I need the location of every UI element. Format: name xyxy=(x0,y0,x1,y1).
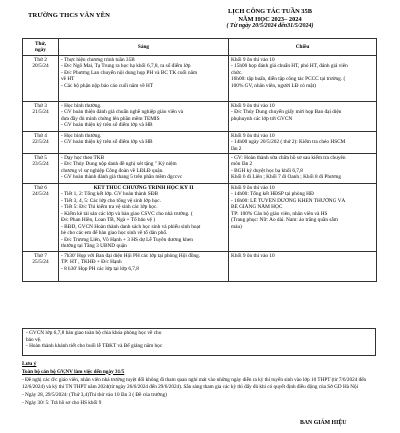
table-row xyxy=(23,56,377,102)
table-row xyxy=(23,252,377,282)
morning-column-header: Sáng xyxy=(59,39,229,56)
day-column-header: Thứ, ngày xyxy=(23,39,59,56)
signature-label: BAN GIÁM HIỆU xyxy=(300,420,347,426)
document-title-block xyxy=(170,8,370,31)
morning-cell: - Dạy học theo TKB - Đ/c Thủy Dung nộp danh đề nghị xét tặng " Kỷ niệm chương vì sự nghiệp Công đoàn về LĐLĐ quận. - GV hoàn thành đánh giá thang 5 trên phần mềm đgccvc xyxy=(59,154,229,184)
afternoon-cell: Khối 9 ôn thi vào 10 - Đ/c Thủy Dung chuyển giấy mời họp Ban đại diện phụhuynh các lớp tới GVCN xyxy=(229,102,377,132)
notes-subtitle: Toàn bộ cán bộ GV,NV làm việc đến ngày 31/5 xyxy=(22,368,125,375)
table-header-row xyxy=(23,39,377,56)
afternoon-column-header: Chiều xyxy=(229,39,377,56)
date-range: ( Từ ngày 20/5/2024 đến31/5/2024) xyxy=(226,23,314,30)
day-cell: Thứ 3 21/5/24 xyxy=(23,102,59,132)
afternoon-cell: - GV: Hoàn thành sửa chữa hồ sơ sau kiểm tra chuyên môn lần 2 - BGH ký duyệt học bạ khối 6,7,8 Khối 6 đi Liên ; Khối 7 đi Oanh ; Khối 8 đi Phương xyxy=(229,154,377,184)
table-row xyxy=(23,184,377,252)
school-year: NĂM HỌC 2023– 2024 xyxy=(238,15,302,23)
day-cell: Thứ 4 22/5/24 xyxy=(23,132,59,154)
school-name: TRƯỜNG THCS VÂN YÊN xyxy=(28,12,110,19)
afternoon-cell: Khối 9 ôn thi vào 10 - 14h00 ngày 20/5/202 ( thứ 2): Kiểm tra chéo HSCM lần 2 xyxy=(229,132,377,154)
notes-section xyxy=(22,361,382,408)
document-header xyxy=(0,6,400,36)
note-paragraph: - Ngày 28, 29/5/2024: (Thứ 3,4)Thi thử vào 10 lần 3 ( Đề của trường) xyxy=(22,391,167,398)
morning-cell: KẾT THÚC CHƯƠNG TRÌNH HỌC KỲ II - Tiết 1, 2: Tổng kết lớp. GV hoàn thành SĐB - Tiết 3, 4, 5: Các lớp cho tổng vệ sinh lớp học. - Tiết 5: Đ/c Thi kiểm tra vệ sinh các lớp học. - Kiểm kê tài sản các lớp và bàn giao CSVC cho nhà trường. ( Đ/c Phan Hiền, Loan TB, Ngà + Tổ bảo vệ ) - BĐD, GVCN Hoàn thành danh sách học sinh và phiếu sinh hoạt hè cho các em để bàn giao học sinh về tổ dân phố. - Đ/c Trương Liên, Võ Hạnh + 3 HS dự Lễ Tuyên dương khen thưởng tại Tầng 3 UBND quận xyxy=(59,184,229,252)
note-paragraph: - Ngày 30/ 5: Trả hồ sơ cho HS khối 9 xyxy=(22,399,102,406)
notes-label: Lưu ý xyxy=(22,361,37,367)
table-row xyxy=(23,154,377,184)
afternoon-cell: Khối 9 ôn thi vào 10 - 14h00: Tổng kết HĐSP tại phòng HĐ - 16h00: LỄ TUYÊN DƯƠNG KHEN THƯỞNG VÀ BẾ GIẢNG NĂM HỌC TP: 100% Cán bộ giáo viên, nhân viên và HS (Trang phục: Nữ: Áo dài. Nam: áo trắng quần sẫm màu) xyxy=(229,184,377,252)
schedule-table xyxy=(22,38,377,282)
table-row xyxy=(23,132,377,154)
table-row xyxy=(23,102,377,132)
day-cell: Thứ 5 23/5/24 xyxy=(23,154,59,184)
continuation-box: - GVCN lớp 6,7,8 bàn giao toàn bộ chìa khóa phòng học về cho bảo vệ. - Hoàn thành khánh tiết cho buổi lễ TĐKT và Bế giảng năm học xyxy=(22,328,376,356)
note-paragraph: - Đề nghị các đ/c giáo viên, nhân viên nhà trường tuyệt đối không đi tham quan nghỉ mát vào những ngày diễn ra kỳ thi tuyển sinh vào lớp 10 THPT (từ 7/6/2024 đến 12/6/2024) và kỳ thi TN THPT năm 2024(từ ngày 26/6/2024 đến 29/6/2024). Sẵn sàng tham gia các kỳ thi đấy đủ khi có quyết định điều động của Sở GD Hà Nội xyxy=(22,377,367,390)
document-title: LỊCH CÔNG TÁC TUẦN 35B xyxy=(228,8,312,15)
day-cell: Thứ 6 24/5/24 xyxy=(23,184,59,252)
morning-cell: - Học bình thường. - GV hoàn thiện đánh giá chuẩn nghề nghiệp giáo viên và đưa đầy đủ minh chứng lên phần mềm TEMIS - GV hoàn thiện ký trên sổ điểm lớp và HB xyxy=(59,102,229,132)
afternoon-cell: Khối 9 ôn thi vào 10 xyxy=(229,252,377,282)
day-cell: Thứ 2 20/5/24 xyxy=(23,56,59,102)
afternoon-cell: Khối 9 ôn thi vào 10 - 15h00 họp đánh giá chuẩn HT, phó HT, đánh giá viên chức. 16h00: tập huấn, diễn tập công tác PCCC tại trường. ( 100% GV, nhân viên, người LĐ có mặt) xyxy=(229,56,377,102)
morning-cell: - Thực hiện chương trình tuần 35B - Đ/c Ngô Mai, Tạ Trung ra học hạ khối 6,7,8, ra số điểm lớp - Đ/c Phương Lan chuyển nội dung họp PH và BC TK cuối năm về HT - Các bộ phận nộp báo cáo cuối năm về HT xyxy=(59,56,229,102)
day-cell: Thứ 7 25/5/24 xyxy=(23,252,59,282)
morning-cell: - Học bình thường. - GV hoàn thiện ký trên sổ điểm lớp và HB xyxy=(59,132,229,154)
morning-cell: - 7h30' Họp với Ban đại diện Hội PH các lớp tại phòng Hội đồng. TP: HT , TKHĐ + Đ/c Hạnh - 8 h30' Họp PH các lớp tại lớp 6,7,8 xyxy=(59,252,229,282)
term-end-heading: KẾT THÚC CHƯƠNG TRÌNH HỌC KỲ II xyxy=(93,184,194,191)
